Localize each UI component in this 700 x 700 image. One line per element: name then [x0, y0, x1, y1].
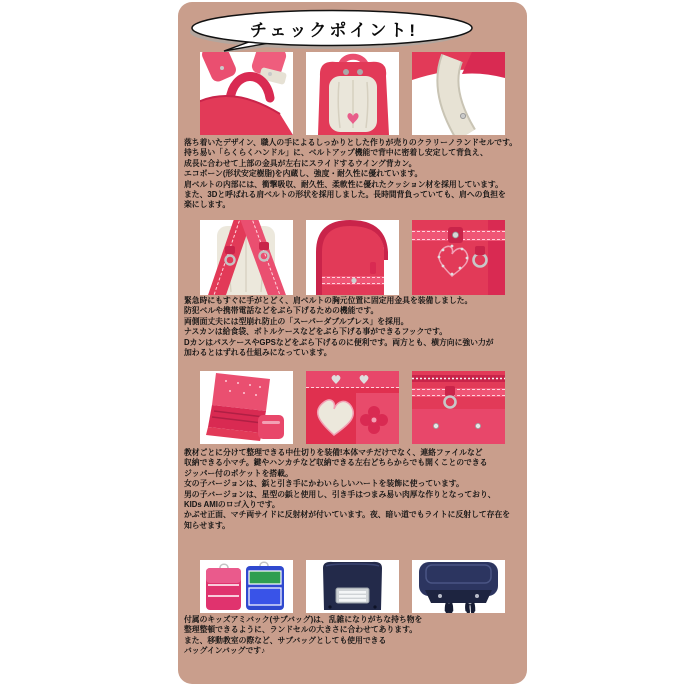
photo-row-1 [200, 52, 505, 135]
navy-timetable-illustration [306, 560, 399, 613]
text-line: 加わるとはずれる仕組みになっています。 [184, 348, 332, 358]
strap-fittings-illustration [200, 220, 293, 295]
text-line: かぶせ正面、マチ両サイドに反射材が付いています。夜、暗い道でもライトに反射して存在を [184, 510, 511, 520]
checkpoint-panel [178, 2, 527, 684]
handle-top-illustration [200, 52, 293, 135]
interior-illustration [200, 371, 293, 444]
photo-row-2 [200, 220, 505, 295]
text-line: 女の子バージョンは、鋲と引き手にかわいらしいハートを装飾に使っています。 [184, 479, 464, 489]
text-line: 整理整頓できるように、ランドセルの大きさに合わせてあります。 [184, 625, 418, 635]
text-line: 両側面丈夫には型崩れ防止の「スーパーダブルブレス」を採用。 [184, 316, 409, 326]
photo-side-profile [306, 220, 399, 295]
photo-sub-bags [200, 560, 293, 613]
text-line: ナスカンは給食袋、ボトルケースなどをぶら下げる事ができるフックです。 [184, 327, 448, 337]
text-line: 男の子バージョンは、星型の鋲と使用し、引き手はつまみ易い肉厚な作りとなっており、 [184, 489, 496, 499]
photo-strap-fittings [200, 220, 293, 295]
sub-bags-illustration [200, 560, 293, 613]
text-line: KIDs AMIのロゴ入りです。 [184, 500, 280, 510]
side-profile-illustration [306, 220, 399, 295]
text-line: 成長に合わせて上部の金具が左右にスライドするウイング背カン。 [184, 158, 417, 168]
navy-bottom-illustration [412, 560, 505, 613]
checkpoint-title: チェックポイント! [249, 21, 419, 40]
photo-heart-details [306, 371, 399, 444]
feature-paragraph-3 [184, 448, 524, 531]
photo-navy-bottom [412, 560, 505, 613]
text-line: エコボーン(形状安定樹脂)を内蔵し、強度・耐久性に優れています。 [184, 169, 423, 179]
text-line: 肩ベルトの内部には、衝撃吸収、耐久性、柔軟性に優れたクッション材を採用しています。 [184, 179, 503, 189]
photo-shoulder-belt [412, 52, 505, 135]
photo-row-4 [200, 560, 505, 613]
photo-front-reflector [412, 371, 505, 444]
feature-paragraph-1 [184, 138, 524, 211]
feature-paragraph-4 [184, 615, 524, 657]
photo-navy-timetable [306, 560, 399, 613]
checkpoint-speech-bubble [188, 7, 480, 55]
shoulder-belt-illustration [412, 52, 505, 135]
text-line: ジッパー付のポケットを搭載。 [184, 468, 293, 478]
text-line: 防犯ベルや携帯電話などをぶら下げるための機能です。 [184, 306, 379, 316]
text-line: 持ち易い「らくらくハンドル」に、ベルトアップ機能で背中に密着し安定して背負え、 [184, 148, 488, 158]
text-line: DカンはパスケースやGPSなどをぶら下げるのに便利です。両方とも、横方向に強い力が [184, 337, 494, 347]
text-line: 教材ごとに分けて整理できる中仕切りを装備!本体マチだけでなく、連絡ファイルなど [184, 448, 483, 457]
text-line: 知らせます。 [184, 520, 230, 530]
text-line: 収納できる小マチ。鍵やハンカチなど収納できる左右どちらからでも開くことのできる [184, 458, 488, 468]
photo-back-panel [306, 52, 399, 135]
text-line: また、3Dと呼ばれる肩ベルトの形状を採用しました。長時間背負っていても、肩への負担を [184, 190, 506, 200]
text-line: また、移動教室の際など、サブバッグとしても使用できる [184, 635, 387, 645]
text-line: 緊急時にもすぐに手がとどく、肩ベルトの胸元位置に固定用金具を装備しました。 [184, 296, 473, 305]
photo-row-3 [200, 371, 505, 444]
text-line: 付属のキッズアミバック(サブバッグ)は、乱雑になりがちな持ち物を [184, 615, 423, 624]
front-reflector-illustration [412, 371, 505, 444]
feature-paragraph-2 [184, 296, 524, 358]
photo-side-hooks [412, 220, 505, 295]
photo-interior-divider [200, 371, 293, 444]
text-line: 楽にします。 [184, 200, 231, 210]
text-line: 落ち着いたデザイン、職人の手によるしっかりとした作りが売りのクラリーノランドセルです。 [184, 138, 518, 147]
text-line: バッグインバッグです♪ [184, 646, 265, 656]
side-hooks-illustration [412, 220, 505, 295]
photo-handle-top-view [200, 52, 293, 135]
heart-details-illustration [306, 371, 399, 444]
back-panel-illustration [306, 52, 399, 135]
